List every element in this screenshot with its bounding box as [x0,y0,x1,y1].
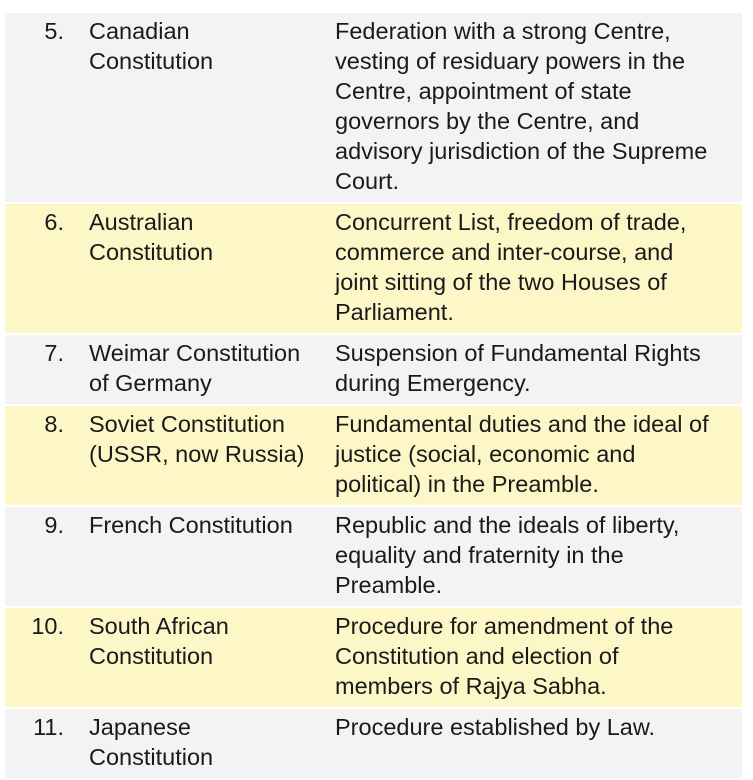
feature-line: vesting of residuary powers in the [335,48,686,74]
row-number: 10. [31,613,64,639]
feature-line: Procedure for amendment of the [335,613,674,639]
table-row [5,13,742,204]
source-line: Weimar Constitution [89,340,301,366]
source-line: Canadian [89,18,190,44]
feature-line: Republic and the ideals of liberty, [335,512,680,538]
source-line: Soviet Constitution [89,411,285,437]
source-line: South African [89,613,229,639]
source-line: Constitution [89,643,214,669]
feature-line: during Emergency. [335,370,531,396]
feature-line: governors by the Centre, and [335,108,640,134]
row-number: 8. [44,411,64,437]
source-constitution [89,16,335,76]
feature-line: political) in the Preamble. [335,471,599,497]
source-line: of Germany [89,370,212,396]
feature-line: justice (social, economic and [335,441,636,467]
feature-line: joint sitting of the two Houses of [335,269,667,295]
source-line: French Constitution [89,512,293,538]
source-line: (USSR, now Russia) [89,441,305,467]
table-row [5,204,742,335]
source-line: Australian [89,209,194,235]
feature-line: Court. [335,168,399,194]
borrowed-features [335,16,742,196]
row-number: 9. [44,512,64,538]
row-number: 7. [44,340,64,366]
table-row [5,709,742,780]
feature-line: members of Rajya Sabha. [335,673,607,699]
feature-line: Parliament. [335,299,454,325]
feature-line: Suspension of Fundamental Rights [335,340,701,366]
feature-line: commerce and inter-course, and [335,239,674,265]
feature-line: Concurrent List, freedom of trade, [335,209,687,235]
feature-line: Constitution and election of [335,643,619,669]
borrowed-features [335,712,742,742]
row-number: 6. [44,209,64,235]
source-line: Constitution [89,239,214,265]
source-constitution [89,712,335,772]
borrowed-features [335,207,742,327]
source-line: Constitution [89,48,214,74]
table-row [5,507,742,608]
feature-line: Centre, appointment of state [335,78,632,104]
source-line: Japanese [89,714,191,740]
feature-line: Federation with a strong Centre, [335,18,671,44]
borrowed-features [335,510,742,600]
row-number: 5. [44,18,64,44]
row-number: 11. [33,714,64,740]
borrowed-features [335,409,742,499]
borrowed-features [335,611,742,701]
feature-line: equality and fraternity in the [335,542,624,568]
feature-line: advisory jurisdiction of the Supreme [335,138,708,164]
table-row [5,335,742,406]
source-constitution [89,207,335,267]
source-line: Constitution [89,744,214,770]
source-constitution [89,338,335,398]
borrowed-features [335,338,742,398]
source-constitution [89,409,335,469]
feature-line: Preamble. [335,572,443,598]
table-row [5,406,742,507]
source-constitution [89,611,335,671]
feature-line: Fundamental duties and the ideal of [335,411,709,437]
table-row [5,608,742,709]
constitution-sources-table [5,13,742,780]
source-constitution [89,510,335,540]
feature-line: Procedure established by Law. [335,714,656,740]
